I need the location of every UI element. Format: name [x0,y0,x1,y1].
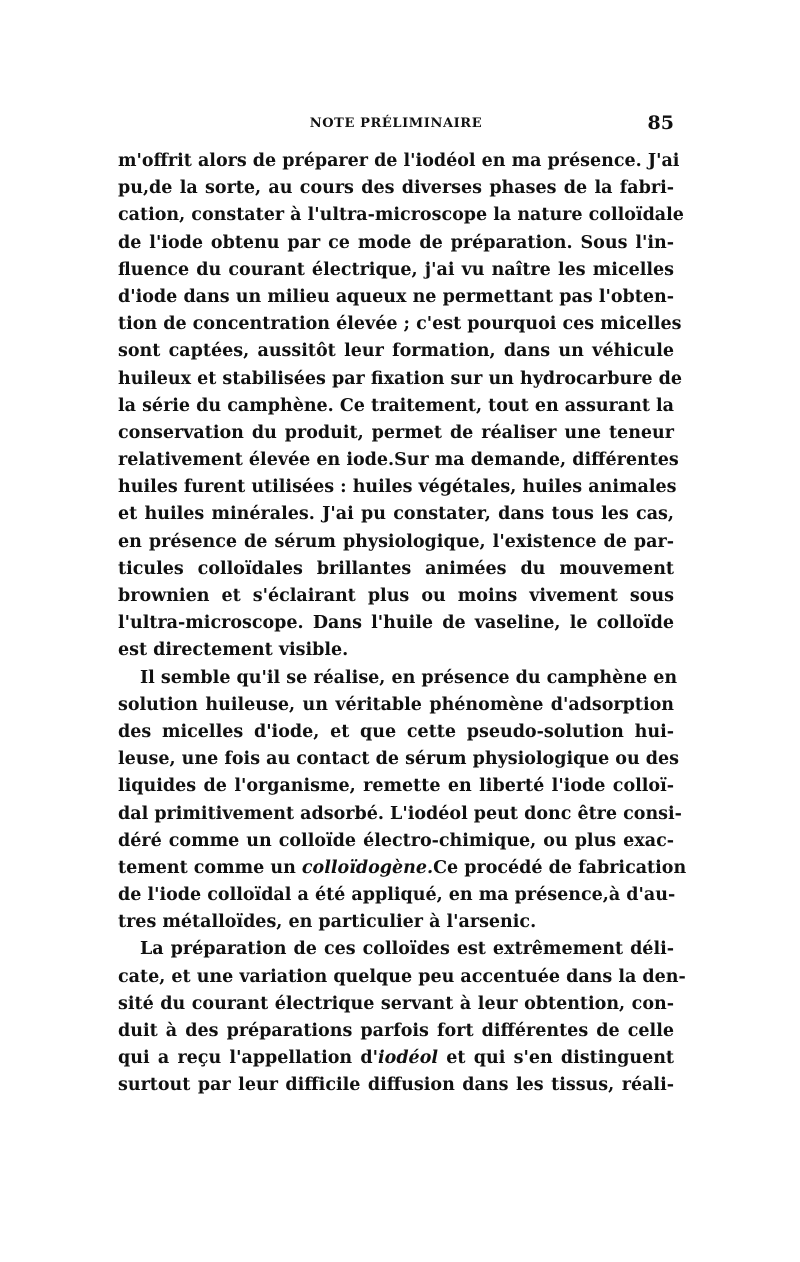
text-line: cate, et une variation quelque peu accentuée dans la den- [118,966,686,987]
text-line: sité du courant électrique servant à leur obtention, con- [118,993,674,1014]
running-head [118,112,674,138]
text-segment: Ce procédé de fabrication [433,857,687,878]
text-line: tres métalloïdes, en particulier à l'arsenic. [118,912,537,933]
text-line: surtout par leur difficile diffusion dans les tissus, réali- [118,1075,674,1096]
text-line: La préparation de ces colloïdes est extrêmement déli- [140,939,674,960]
text-segment: qui a reçu l'appellation d' [118,1048,378,1069]
text-line: sont captées, aussitôt leur formation, dans un véhicule [118,341,674,362]
text-line: solution huileuse, un véritable phénomène d'adsorption [118,694,674,715]
text-line: relativement élevée en iode.Sur ma demande, différentes [118,450,679,471]
text-line [118,1045,674,1072]
text-line [118,855,687,882]
text-line: Il semble qu'il se réalise, en présence du camphène en [140,667,678,688]
text-line: huileux et stabilisées par fixation sur un hydrocarbure de [118,368,682,389]
text-line: fluence du courant électrique, j'ai vu naître les micelles [118,259,674,280]
text-line: huiles furent utilisées : huiles végétales, huiles animales [118,477,677,498]
text-line: l'ultra-microscope. Dans l'huile de vaseline, le colloïde [118,613,674,634]
text-line: duit à des préparations parfois fort différentes de celle [118,1021,674,1041]
text-line: déré comme un colloïde électro-chimique, ou plus exac- [118,830,674,851]
text-line: de l'iode obtenu par ce mode de préparation. Sous l'in- [118,232,674,253]
text-line: d'iode dans un milieu aqueux ne permettant pas l'obten- [118,286,674,307]
text-line: des micelles d'iode, et que cette pseudo-solution hui- [118,721,674,742]
text-line: de l'iode colloïdal a été appliqué, en ma présence,à d'au- [118,885,676,906]
text-line: et huiles minérales. J'ai pu constater, dans tous les cas, [118,504,674,525]
text-line: la série du camphène. Ce traitement, tout en assurant la [118,395,674,416]
text-line: leuse, une fois au contact de sérum physiologique ou des [118,749,680,770]
text-line: conservation du produit, permet de réaliser une teneur [118,422,674,443]
text-line: en présence de sérum physiologique, l'existence de par- [118,531,674,552]
text-line: ticules colloïdales brillantes animées du mouvement [118,558,674,579]
text-line: cation, constater à l'ultra-microscope la nature colloïdale [118,205,684,226]
text-line: tion de concentration élevée ; c'est pourquoi ces micelles [118,314,682,335]
body-text [118,148,687,1100]
italic-term: iodéol [378,1048,439,1069]
text-line: est directement visible. [118,640,349,661]
page-number: 85 [647,112,674,134]
text-line: m'offrit alors de préparer de l'iodéol en ma présence. J'ai [118,151,680,171]
text-line: brownien et s'éclairant plus ou moins vivement sous [118,586,674,606]
text-segment: tement comme un [118,857,296,878]
text-line: liquides de l'organisme, remette en liberté l'iode colloï- [118,776,674,797]
text-line: pu,de la sorte, au cours des diverses phases de la fabri- [118,178,674,199]
text-line: dal primitivement adsorbé. L'iodéol peut donc être consi- [118,803,682,824]
header-title: NOTE PRÉLIMINAIRE [309,116,483,131]
text-segment: et qui s'en distinguent [446,1048,675,1069]
italic-term: colloïdogène. [301,857,434,878]
